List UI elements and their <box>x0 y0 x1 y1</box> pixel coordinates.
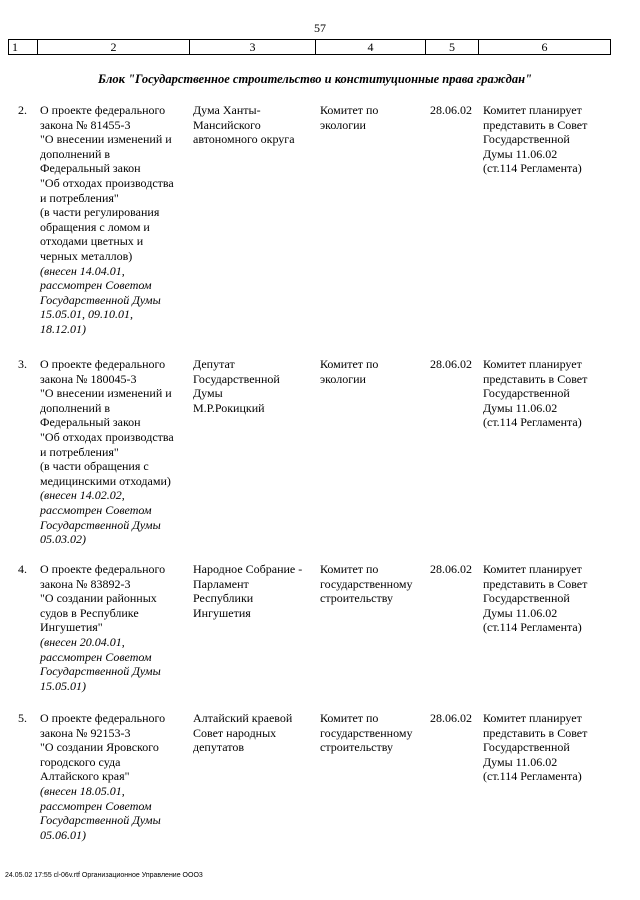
plan-line: Комитет планирует <box>483 562 582 576</box>
subject-line: закона № 81455-3 <box>40 117 131 132</box>
subject-line: дополнений в <box>40 400 111 415</box>
subject-line: (в части регулирования <box>40 205 160 220</box>
responsible-committee <box>320 357 426 386</box>
subject-line: "Об отходах производства <box>40 175 174 190</box>
column-number-4: 4 <box>316 40 426 55</box>
author-line: Депутат <box>193 357 235 371</box>
subject-line: Государственной Думы <box>40 517 161 532</box>
plan-line: представить в Совет <box>483 371 588 386</box>
committee-line: строительству <box>320 591 393 606</box>
subject-line: Государственной Думы <box>40 813 161 828</box>
subject-line: 15.05.01, 09.10.01, <box>40 307 133 322</box>
subject-line: рассмотрен Советом <box>40 798 152 813</box>
author-line: Алтайский краевой <box>193 711 293 725</box>
page-footer: 24.05.02 17:55 cl-06v.rtf Организационное Управление ООО3 <box>5 872 203 879</box>
subject-line: Федеральный закон <box>40 415 141 430</box>
subject-line: (внесен 18.05.01, <box>40 783 125 798</box>
plan-line: Думы 11.06.02 <box>483 754 558 769</box>
entry-number: 2. <box>18 103 27 117</box>
committee-plan <box>483 357 623 430</box>
committee-line: экологии <box>320 117 366 132</box>
subject-line: 15.05.01) <box>40 678 86 693</box>
subject-line: (внесен 20.04.01, <box>40 634 125 649</box>
subject-line: и потребления" <box>40 444 119 459</box>
planned-date: 28.06.02 <box>430 357 472 371</box>
subject-line: О проекте федерального <box>40 357 166 371</box>
author-line: Мансийского <box>193 117 261 132</box>
author-line: Дума Ханты- <box>193 103 261 117</box>
committee-line: Комитет по <box>320 103 379 117</box>
column-number-3: 3 <box>190 40 316 55</box>
subject-line: Государственной Думы <box>40 664 161 679</box>
subject-line: судов в Республике <box>40 605 139 620</box>
subject-line: "О внесении изменений и <box>40 132 172 147</box>
author-line: Ингушетия <box>193 605 251 620</box>
plan-line: (ст.114 Регламента) <box>483 161 582 176</box>
subject-line: Алтайского края" <box>40 769 130 784</box>
subject-line: (в части обращения с <box>40 459 149 474</box>
plan-line: (ст.114 Регламента) <box>483 769 582 784</box>
subject-line: О проекте федерального <box>40 711 166 725</box>
subject-line: и потребления" <box>40 190 119 205</box>
author-line: депутатов <box>193 740 245 755</box>
plan-line: Комитет планирует <box>483 357 582 371</box>
committee-line: Комитет по <box>320 711 379 725</box>
plan-line: Комитет планирует <box>483 103 582 117</box>
committee-line: экологии <box>320 371 366 386</box>
subject-line: Федеральный закон <box>40 161 141 176</box>
subject-line: "О создании районных <box>40 591 157 606</box>
column-number-6: 6 <box>479 40 611 55</box>
entry-number: 4. <box>18 562 27 576</box>
subject-line: городского суда <box>40 754 121 769</box>
plan-line: Государственной <box>483 132 570 147</box>
committee-plan <box>483 711 623 784</box>
subject-line: 05.03.02) <box>40 532 86 547</box>
subject-line: дополнений в <box>40 146 111 161</box>
plan-line: Государственной <box>483 386 570 401</box>
plan-line: Думы 11.06.02 <box>483 146 558 161</box>
plan-line: Государственной <box>483 591 570 606</box>
bill-author <box>193 562 317 620</box>
bill-author <box>193 103 317 147</box>
plan-line: (ст.114 Регламента) <box>483 415 582 430</box>
subject-line: "О создании Яровского <box>40 740 159 755</box>
plan-line: представить в Совет <box>483 117 588 132</box>
committee-plan <box>483 562 623 635</box>
subject-line: О проекте федерального <box>40 103 166 117</box>
column-number-2: 2 <box>38 40 190 55</box>
page-number: 57 <box>314 21 326 35</box>
bill-subject <box>40 711 192 842</box>
subject-line: "О внесении изменений и <box>40 386 172 401</box>
author-line: Республики <box>193 591 254 606</box>
subject-line: черных металлов) <box>40 248 133 263</box>
responsible-committee <box>320 103 426 132</box>
column-header-row <box>8 39 611 55</box>
author-line: Народное Собрание - <box>193 562 303 576</box>
author-line: автономного округа <box>193 132 295 147</box>
committee-line: Комитет по <box>320 357 379 371</box>
committee-plan <box>483 103 623 176</box>
responsible-committee <box>320 562 426 606</box>
author-line: Парламент <box>193 576 249 591</box>
plan-line: Комитет планирует <box>483 711 582 725</box>
planned-date: 28.06.02 <box>430 562 472 576</box>
column-number-5: 5 <box>426 40 479 55</box>
subject-line: закона № 83892-3 <box>40 576 131 591</box>
entry-number: 5. <box>18 711 27 725</box>
subject-line: 05.06.01) <box>40 827 86 842</box>
subject-line: рассмотрен Советом <box>40 278 152 293</box>
plan-line: Думы 11.06.02 <box>483 605 558 620</box>
subject-line: (внесен 14.04.01, <box>40 263 125 278</box>
subject-line: закона № 180045-3 <box>40 371 137 386</box>
author-line: М.Р.Рокицкий <box>193 400 265 415</box>
plan-line: представить в Совет <box>483 725 588 740</box>
plan-line: представить в Совет <box>483 576 588 591</box>
bill-subject <box>40 562 192 693</box>
subject-line: "Об отходах производства <box>40 429 174 444</box>
plan-line: Государственной <box>483 740 570 755</box>
subject-line: закона № 92153-3 <box>40 725 131 740</box>
bill-author <box>193 357 317 415</box>
subject-line: О проекте федерального <box>40 562 166 576</box>
column-number-1: 1 <box>9 40 38 55</box>
author-line: Думы <box>193 386 223 401</box>
responsible-committee <box>320 711 426 755</box>
entry-number: 3. <box>18 357 27 371</box>
block-title: Блок "Государственное строительство и конституционные права граждан" <box>98 72 532 86</box>
author-line: Государственной <box>193 371 280 386</box>
planned-date: 28.06.02 <box>430 103 472 117</box>
subject-line: обращения с ломом и <box>40 219 150 234</box>
author-line: Совет народных <box>193 725 277 740</box>
committee-line: Комитет по <box>320 562 379 576</box>
subject-line: рассмотрен Советом <box>40 502 152 517</box>
committee-line: государственному <box>320 576 413 591</box>
subject-line: Ингушетия" <box>40 620 103 635</box>
bill-subject <box>40 357 192 547</box>
bill-subject <box>40 103 192 337</box>
subject-line: 18.12.01) <box>40 321 86 336</box>
subject-line: отходами цветных и <box>40 234 144 249</box>
subject-line: рассмотрен Советом <box>40 649 152 664</box>
planned-date: 28.06.02 <box>430 711 472 725</box>
subject-line: Государственной Думы <box>40 292 161 307</box>
committee-line: государственному <box>320 725 413 740</box>
subject-line: (внесен 14.02.02, <box>40 488 125 503</box>
committee-line: строительству <box>320 740 393 755</box>
subject-line: медицинскими отходами) <box>40 473 171 488</box>
plan-line: Думы 11.06.02 <box>483 400 558 415</box>
bill-author <box>193 711 317 755</box>
plan-line: (ст.114 Регламента) <box>483 620 582 635</box>
